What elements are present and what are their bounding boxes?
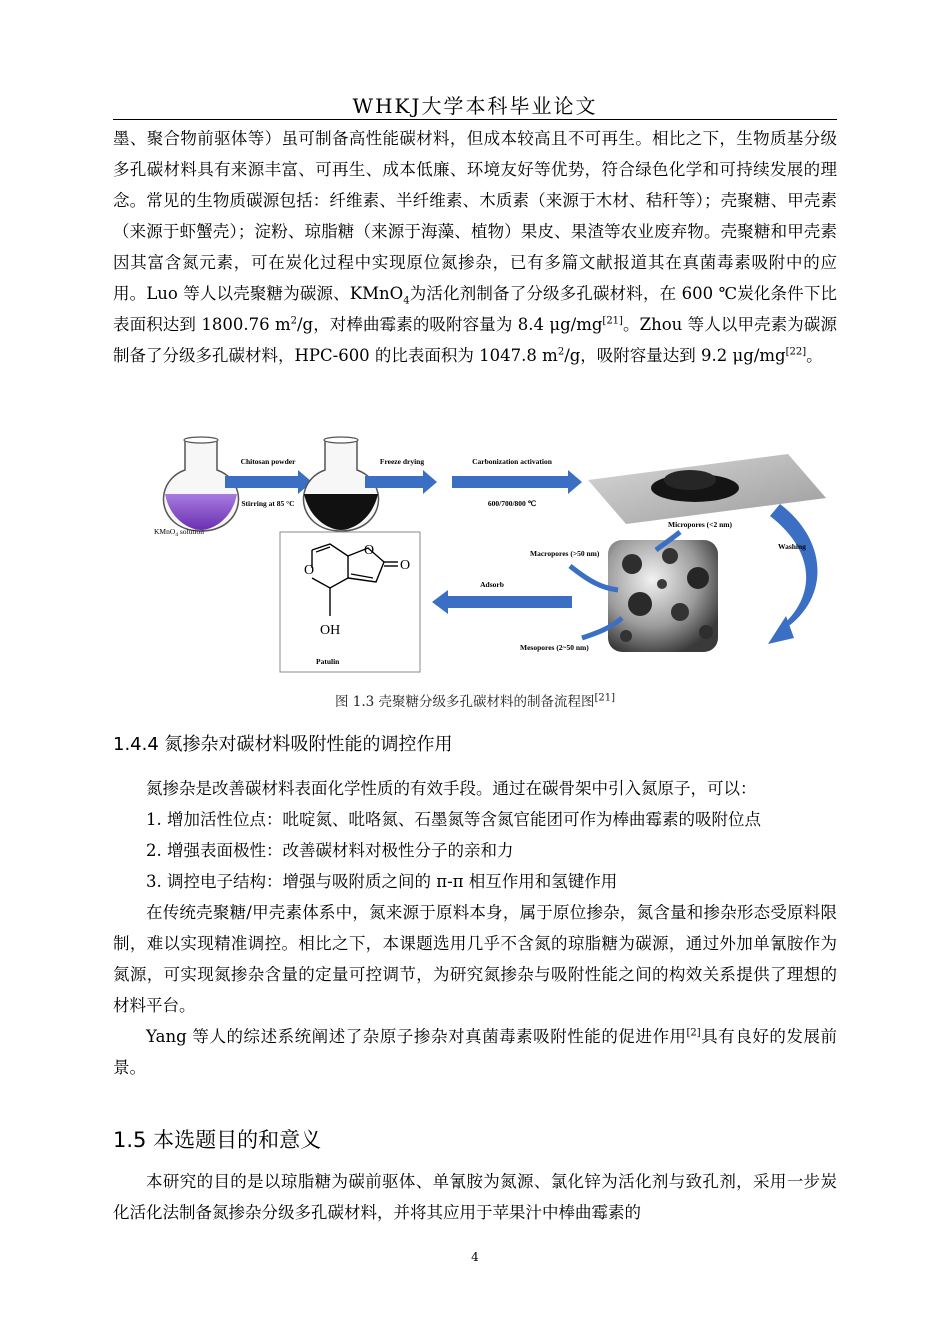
header-rule [113, 119, 837, 120]
nitrogen-doping-section [113, 773, 837, 1083]
paragraph-research-purpose: 本研究的目的是以琼脂糖为碳前驱体、单氰胺为氮源、氯化锌为活化剂与致孔剂，采用一步炭化活化法制备氮掺杂分级多孔碳材料，并将其应用于苹果汁中棒曲霉素的 [113, 1172, 837, 1222]
paragraph-nitrogen-doping: 氮掺杂是改善碳材料表面化学性质的有效手段。通过在碳骨架中引入氮原子，可以： [146, 779, 757, 798]
page-header-title: WHKJ大学本科毕业论文 [352, 94, 598, 118]
section-heading-1-4-4: 1.4.4 氮掺杂对碳材料吸附性能的调控作用 [113, 734, 453, 755]
section-heading-1-5: 1.5 本选题目的和意义 [113, 1128, 322, 1152]
label-washing: Washing [778, 542, 806, 551]
arrow-adsorb [432, 590, 572, 614]
citation-2: [2] [686, 1027, 701, 1039]
label-stirring: Stirring at 85 °C [241, 499, 295, 508]
atom-o-ring: O [304, 563, 315, 578]
citation-21: [21] [602, 315, 623, 327]
paragraph-biomass-carbon: 墨、聚合物前驱体等）虽可制备高性能碳材料，但成本较高且不可再生。相比之下，生物质基分级多孔碳材料具有来源丰富、可再生、成本低廉、环境友好等优势，符合绿色化学和可持续发展的理念。常见的生物质碳源包括：纤维素、半纤维素、木质素（来源于木材、秸秆等）；壳聚糖、甲壳素（来源于虾蟹壳）；淀粉、琼脂糖（来源于海藻、植物）果皮、果渣等农业废弃物。壳聚糖和甲壳素因其富含氮元素，可在炭化过程中实现原位氮掺杂，已有多篇文献报道其在真菌毒素吸附中的应用。Luo 等人以壳聚糖为碳源、KMnO$_4$为活化剂制备了分级多孔碳材料，在 600 ℃炭化条件下比表面积达到 1800.76 $m^2/g$，对棒曲霉素的吸附容量为 8.4 μg/mg[21]。Zhou 等人以甲壳素为碳源制备了分级多孔碳材料，HPC-600 的比表面积为 1047.8 $m^2/g$，吸附容量达到 9.2 μg/mg[22]。 [113, 129, 837, 365]
label-mesopores: Mesopores (2~50 nm) [520, 643, 589, 652]
label-freeze-drying: Freeze drying [379, 457, 425, 466]
label-temperatures: 600/700/800 ℃ [487, 499, 537, 508]
citation-22: [22] [785, 346, 807, 358]
page-number: 4 [471, 1250, 479, 1264]
atom-o-furan: O [364, 543, 375, 558]
flask-label: KMnO$_4$ solution [154, 527, 205, 538]
label-macropores: Macropores (>50 nm) [530, 549, 600, 558]
label-chitosan-powder: Chitosan powder [240, 457, 296, 466]
arrow-stirring [225, 470, 312, 494]
list-item-3: 3. 调控电子结构：增强与吸附质之间的 π-π 相互作用和氢键作用 [146, 872, 618, 891]
paragraph-yang-review: Yang 等人的综述系统阐述了杂原子掺杂对真菌毒素吸附性能的促进作用[2]具有良好的发展前景。 [113, 1027, 838, 1077]
arrow-washing [770, 504, 818, 632]
label-micropores: Micropores (<2 nm) [668, 520, 732, 529]
list-item-1: 1. 增加活性位点：吡啶氮、吡咯氮、石墨氮等含氮官能团可作为棒曲霉素的吸附位点 [146, 810, 761, 829]
label-patulin: Patulin [316, 657, 340, 666]
preparation-flowchart-figure [140, 432, 840, 677]
porous-carbon-structure [608, 540, 718, 652]
arrow-carbonization [452, 470, 582, 494]
label-carbonization: Carbonization activation [472, 457, 552, 466]
figure-caption: 图 1.3 壳聚糖分级多孔碳材料的制备流程图[21] [334, 692, 616, 710]
atom-oh: OH [320, 623, 341, 638]
patulin-molecule [280, 532, 420, 672]
paragraph-agarose-source: 在传统壳聚糖/甲壳素体系中，氮来源于原料本身，属于原位掺杂，氮含量和掺杂形态受原料限制，难以实现精准调控。相比之下，本课题选用几乎不含氮的琼脂糖为碳源，通过外加单氰胺作为氮源，可实现氮掺杂含量的定量可控调节，为研究氮掺杂与吸附性能之间的构效关系提供了理想的材料平台。 [113, 903, 837, 1015]
list-item-2: 2. 增强表面极性：改善碳材料对极性分子的亲和力 [146, 841, 514, 860]
atom-o-carbonyl: O [400, 558, 411, 573]
label-adsorb: Adsorb [480, 580, 504, 589]
